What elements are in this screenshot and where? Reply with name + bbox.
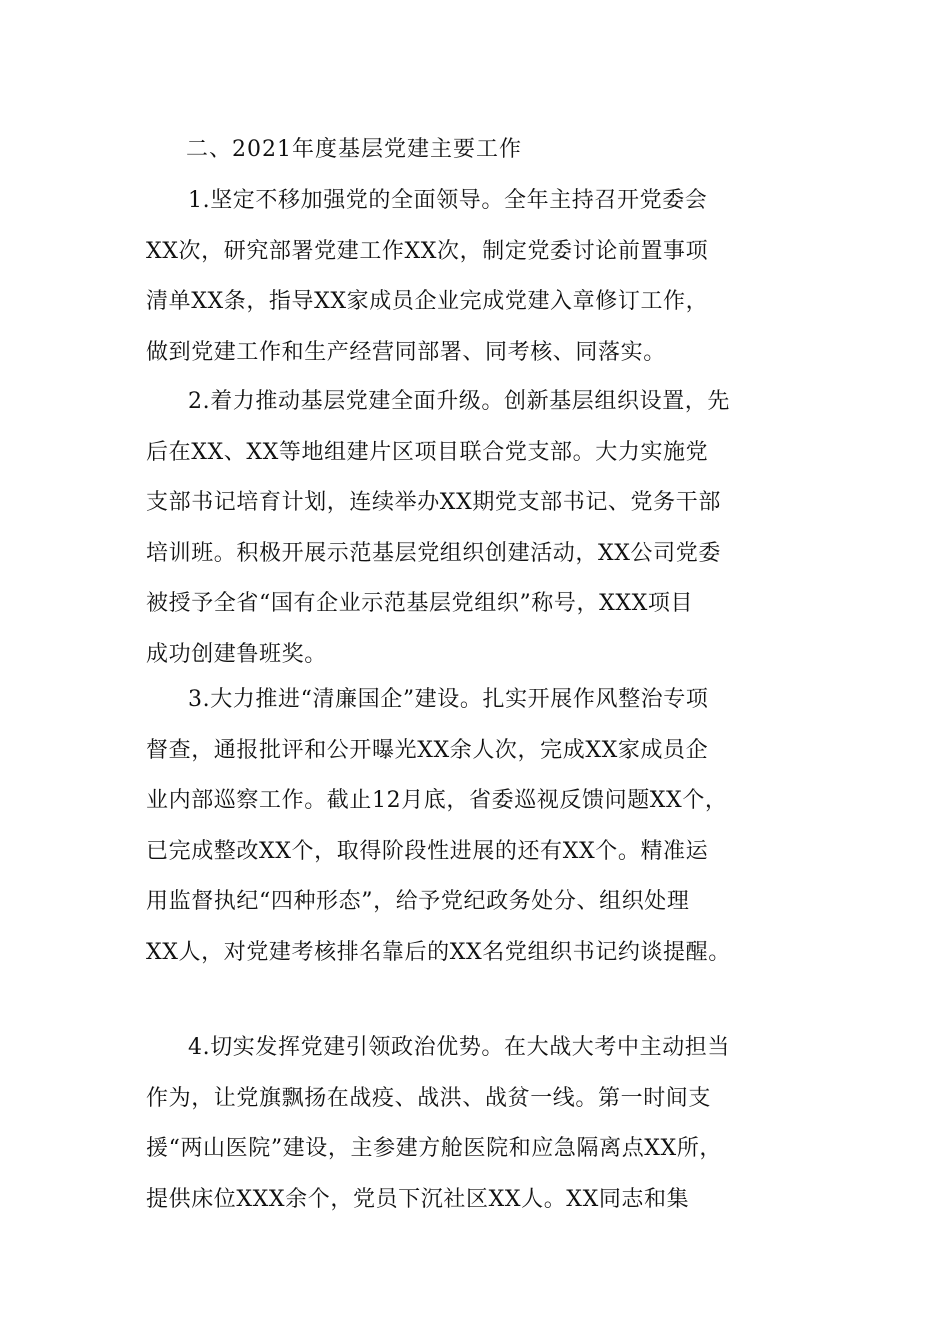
paragraph-line: 已完成整改XX个，取得阶段性进展的还有XX个。精准运 — [146, 838, 709, 864]
paragraph-line: 3.大力推进“清廉国企”建设。扎实开展作风整治专项 — [188, 687, 709, 712]
paragraph-line: 做到党建工作和生产经营同部署、同考核、同落实。 — [146, 339, 666, 365]
paragraph-line: 4.切实发挥党建引领政治优势。在大战大考中主动担当 — [188, 1035, 730, 1060]
paragraph-line: 1.坚定不移加强党的全面领导。全年主持召开党委会 — [188, 188, 708, 213]
paragraph-line: 援“两山医院”建设，主参建方舱医院和应急隔离点XX所， — [146, 1136, 723, 1161]
section-heading: 二、2021年度基层党建主要工作 — [186, 137, 522, 162]
paragraph-line: XX人，对党建考核排名靠后的XX名党组织书记约谈提醒。 — [146, 939, 731, 965]
paragraph-line: 培训班。积极开展示范基层党组织创建活动，XX公司党委 — [146, 540, 721, 566]
paragraph-line: 2.着力推动基层党建全面升级。创新基层组织设置，先 — [188, 389, 730, 414]
paragraph-line: 后在XX、XX等地组建片区项目联合党支部。大力实施党 — [146, 439, 709, 465]
paragraph-4 — [146, 1023, 826, 1225]
paragraph-line: 作为，让党旗飘扬在战疫、战洪、战贫一线。第一时间支 — [146, 1085, 712, 1111]
paragraph-2 — [146, 377, 826, 680]
paragraph-1 — [146, 176, 826, 378]
paragraph-line: XX次，研究部署党建工作XX次，制定党委讨论前置事项 — [146, 238, 709, 264]
paragraph-line: 业内部巡察工作。截止12月底，省委巡视反馈问题XX个， — [146, 788, 728, 813]
paragraph-line: 督查，通报批评和公开曝光XX余人次，完成XX家成员企 — [146, 737, 709, 763]
paragraph-3 — [146, 675, 826, 978]
paragraph-line: 清单XX条，指导XX家成员企业完成党建入章修订工作， — [146, 289, 709, 314]
paragraph-line: 支部书记培育计划，连续举办XX期党支部书记、党务干部 — [146, 490, 721, 515]
paragraph-line: 被授予全省“国有企业示范基层党组织”称号，XXX项目 — [146, 591, 694, 616]
paragraph-line: 用监督执纪“四种形态”，给予党纪政务处分、组织处理 — [146, 889, 690, 914]
paragraph-line: 提供床位XXX余个，党员下沉社区XX人。XX同志和集 — [146, 1186, 690, 1212]
paragraph-line: 成功创建鲁班奖。 — [146, 641, 327, 667]
